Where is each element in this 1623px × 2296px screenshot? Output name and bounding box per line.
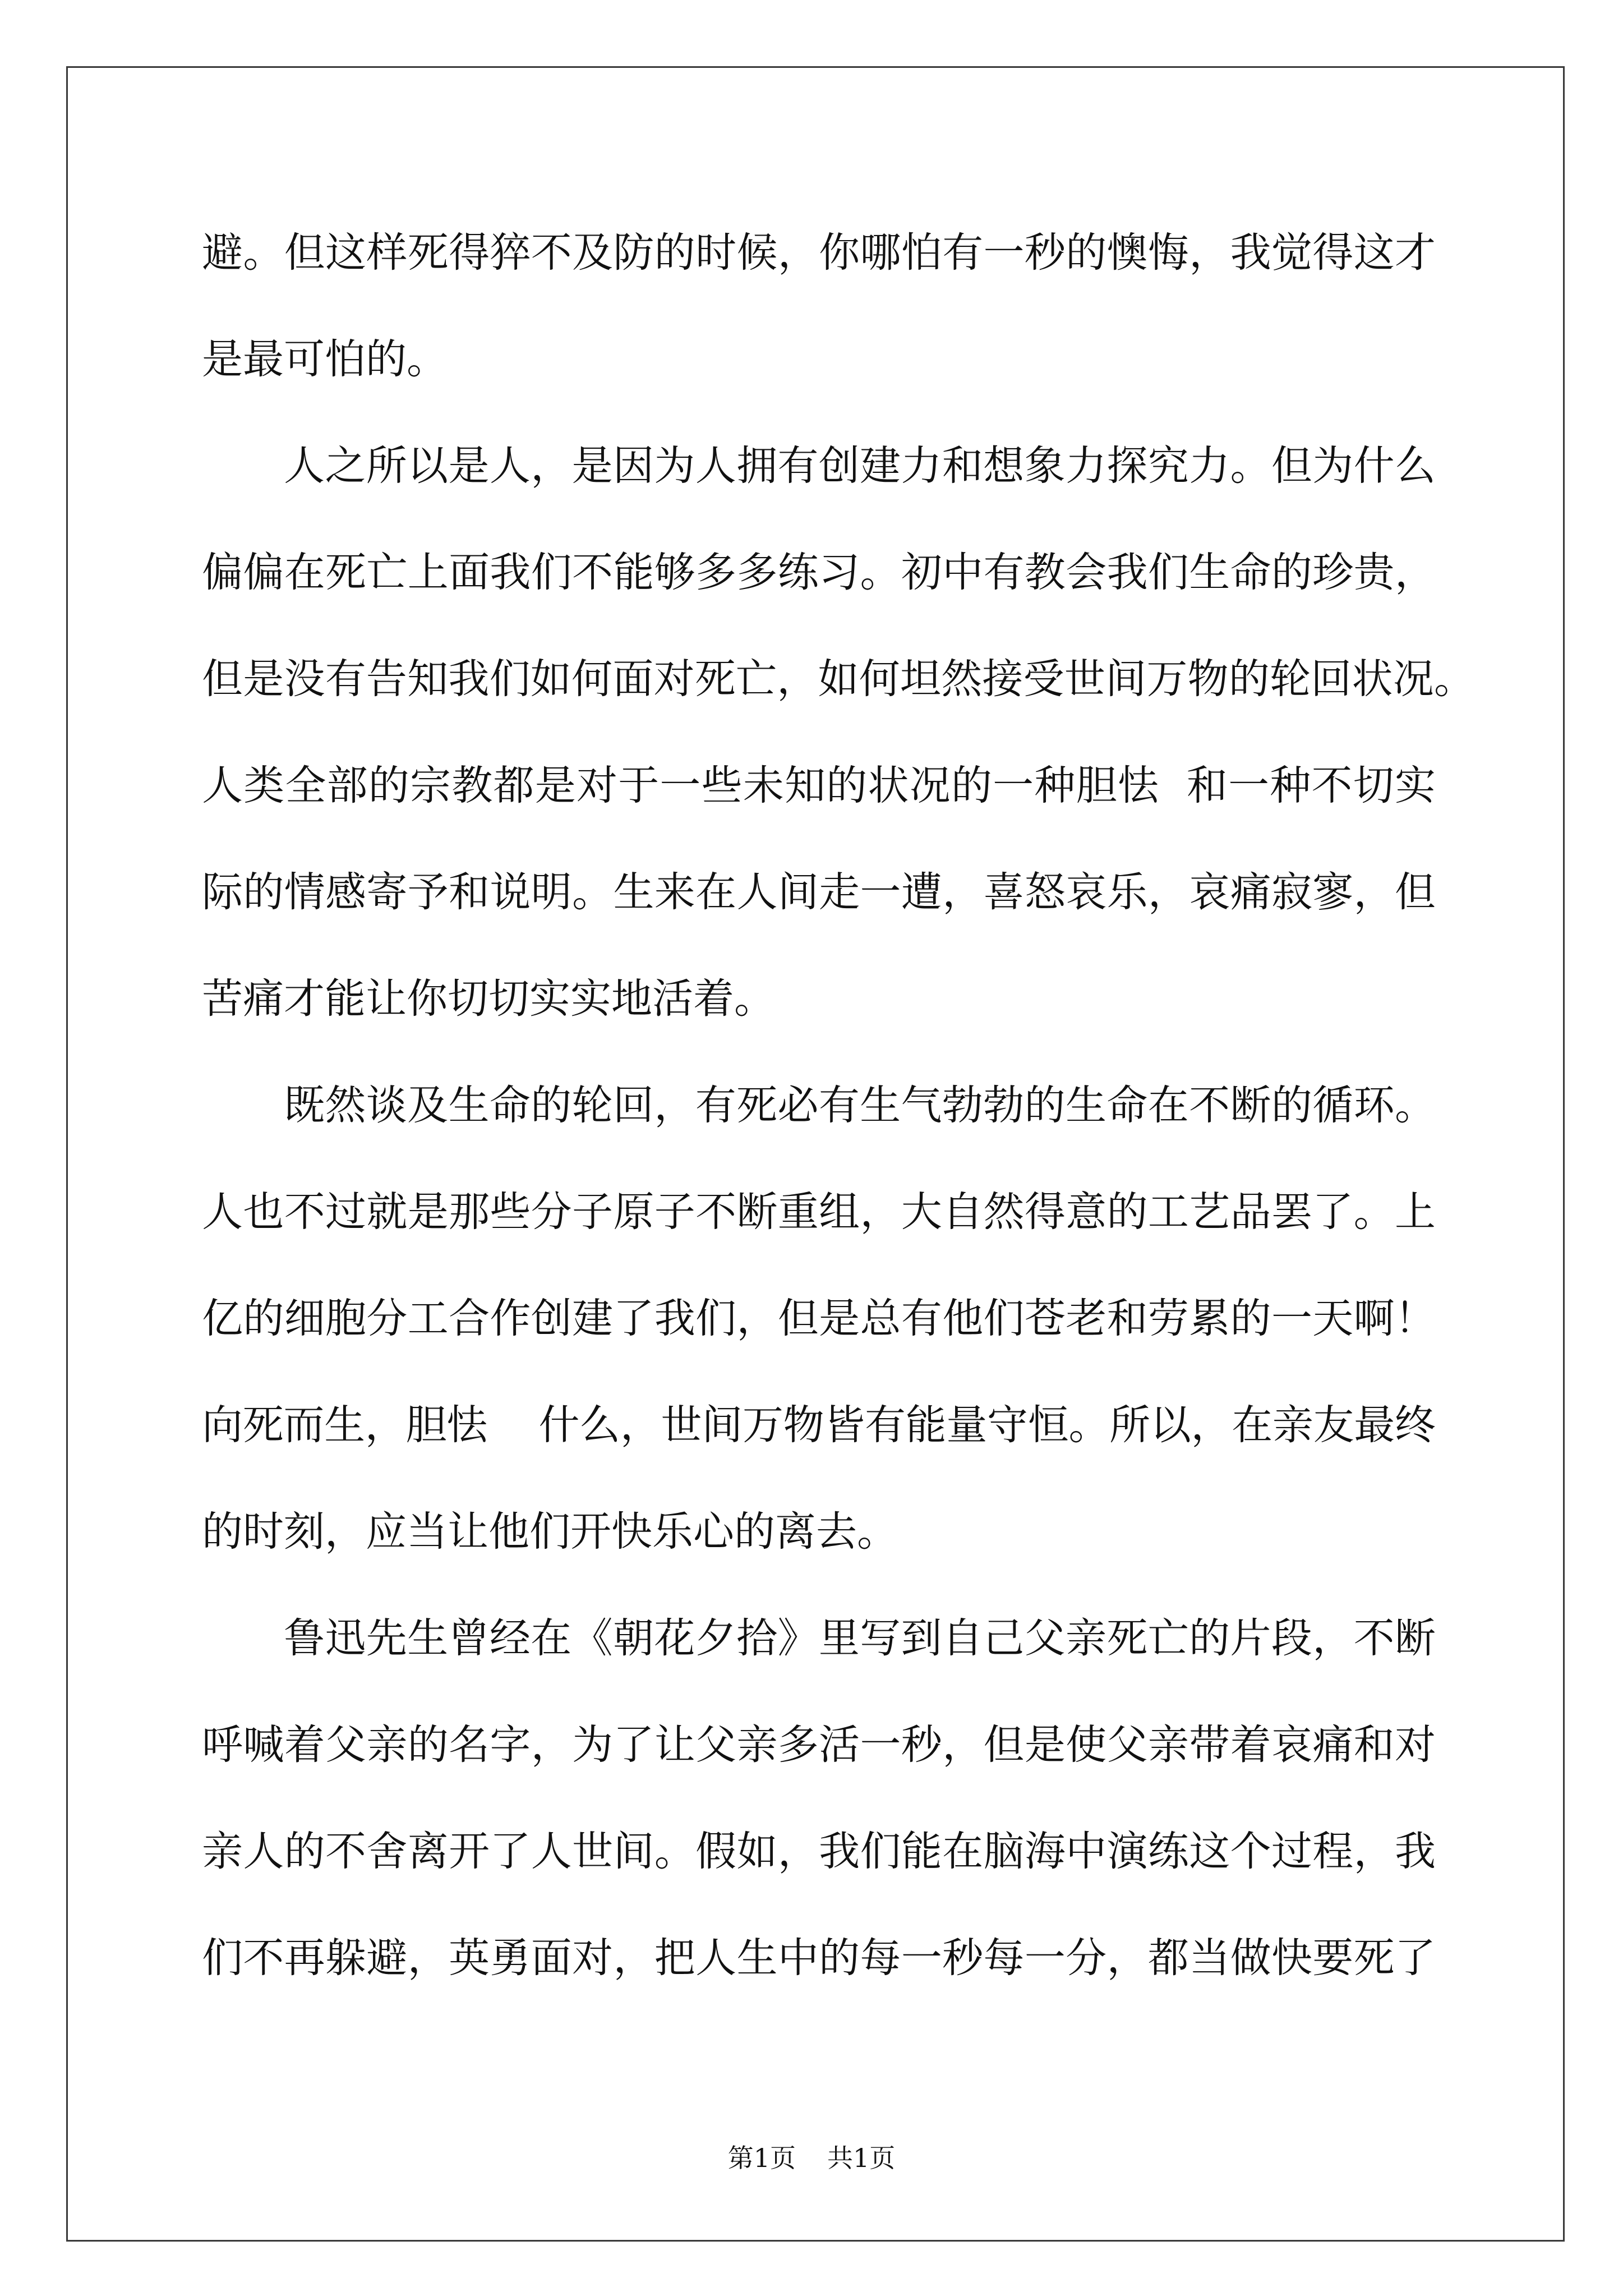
text-line [202,1159,1436,1266]
page-footer [0,2140,1623,2176]
paragraph [202,200,1436,413]
text-line-content: 向死而生，胆怯 什么，世间万物皆有能量守恒。所以，在亲友最终 [202,1401,1436,1449]
text-line-content: 亿的细胞分工合作创建了我们，但是总有他们苍老和劳累的一天啊！ [202,1295,1436,1342]
text-line-content: 避。但这样死得猝不及防的时候，你哪怕有一秒的懊悔，我觉得这才 [202,229,1436,277]
text-line [202,839,1436,946]
text-line [202,733,1436,839]
text-line [202,413,1436,519]
text-line [202,626,1475,733]
text-line [202,519,1436,626]
text-line [202,1479,1436,1585]
page-total: 共1页 [827,2143,896,2173]
text-line [202,1798,1436,1905]
paragraph [202,413,1476,1052]
paragraph [202,1585,1436,2012]
text-line-content: 们不再躲避，英勇面对，把人生中的每一秒每一分，都当做快要死了 [202,1934,1436,1982]
text-line-content: 呼喊着父亲的名字，为了让父亲多活一秒，但是使父亲带着哀痛和对 [202,1721,1436,1769]
text-line [202,1372,1436,1479]
text-line-content: 人也不过就是那些分子原子不断重组，大自然得意的工艺品罢了。上 [202,1188,1436,1236]
text-line [202,1905,1436,2012]
text-line-content: 人类全部的宗教都是对于一些未知的状况的一种胆怯 和一种不切实 [202,762,1437,809]
text-line-content: 的时刻，应当让他们开快乐心的离去。 [202,1508,898,1556]
text-line [202,200,1436,306]
text-line [202,1585,1436,1692]
text-line-content: 人之所以是人，是因为人拥有创建力和想象力探究力。但为什么 [284,442,1436,490]
text-line-content: 是最可怕的。 [202,335,448,383]
text-line-content: 既然谈及生命的轮回，有死必有生气勃勃的生命在不断的循环。 [284,1082,1436,1129]
text-line-content: 偏偏在死亡上面我们不能够多多练习。初中有教会我们生命的珍贵， [202,549,1436,596]
text-line [202,1266,1436,1372]
text-line [202,1692,1436,1798]
page-number: 第1页 [727,2143,796,2173]
text-line-content: 亲人的不舍离开了人世间。假如，我们能在脑海中演练这个过程，我 [202,1828,1436,1875]
text-line-content: 但是没有告知我们如何面对死亡，如何坦然接受世间万物的轮回状况。 [202,655,1476,703]
text-line [202,1052,1436,1159]
text-line-content: 苦痛才能让你切切实实地活着。 [202,975,775,1023]
document-body [202,200,1476,2012]
text-line-content: 际的情感寄予和说明。生来在人间走一遭，喜怒哀乐，哀痛寂寥，但 [202,868,1436,916]
text-line [202,306,1436,413]
paragraph [202,1052,1436,1585]
text-line [202,946,1436,1052]
text-line-content: 鲁迅先生曾经在《朝花夕拾》里写到自己父亲死亡的片段，不断 [284,1614,1436,1662]
